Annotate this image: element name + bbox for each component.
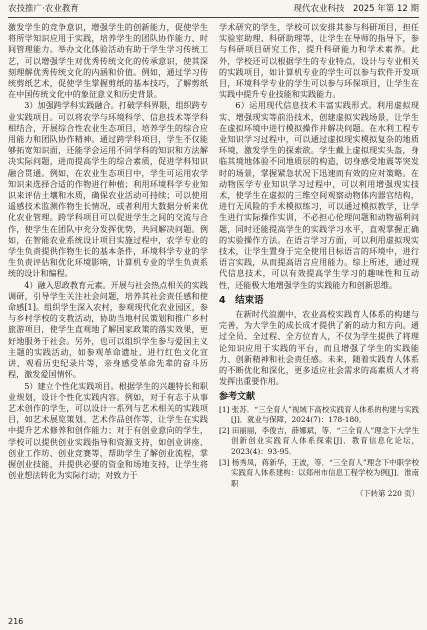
reference-item: [1] 张苏．“三全育人”视域下高校实践育人体系的构建与实践[J]．就业与保障，2024(7)：178-180． xyxy=(219,404,419,425)
continued-note: （下转第 220 页） xyxy=(355,489,419,499)
running-header xyxy=(8,3,419,18)
paragraph: 4）融入思政教育元素。开展与社会热点相关的实践调研，引导学生关注社会问题，培养其社会责任感和使命感[1]。组织学生深入农村，参观现代化农业园区，参与乡村学校的支教活动，协助当地村民策划和推广乡村旅游项目，使学生直观地了解国家政策的落实效果，更好地服务于社会。另外，也可以组织学生参与爱国主义主题的实践活动，如参观革命遗址、进行红色文化宣讲、观看历史纪录片等，亲身感受革命先辈的奋斗历程，激发爱国情怀。 xyxy=(8,279,208,380)
reference-list xyxy=(219,405,419,500)
header-journal-issue: 现代农业科技 2025 年第 12 期 xyxy=(293,4,419,14)
page-number: 216 xyxy=(8,617,24,626)
paragraph: 在新时代浪潮中，农业高校实践育人体系的构建与完善，为大学生的成长成才提供了新的动力和方向。通过全员、全过程、全方位育人，不仅为学生提供了将理论知识应用于实践的平台，而且增强了学生的实践能力、创新精神和社会责任感。未来，随着实践育人体系的不断优化和深化，更多适应社会需求的高素质人才将发挥出重要作用。 xyxy=(219,309,419,387)
paragraph: 6）运用现代信息技术丰富实践形式。利用虚拟现实、增强现实等前沿技术，创建虚拟实践场景，让学生在虚拟环境中进行模拟操作并解决问题。在水利工程专业知识学习过程中，可以通过虚拟现实模拟复杂的地质环境，激发学生的探索欲。学生戴上虚拟现实头盔，身临其境地体验不同地质层的构造，切身感受地震等突发时的场景，掌握紧急状况下迅速而有效的应对策略。在动物医学专业知识学习过程中，可以利用增强现实技术，使学生在虚拟的三维空间观察动物体内器官结构，进行无风险的手术模拟练习，可以通过模拟教学，让学生进行实际操作实训，不必担心伦理问题和动物福利问题，同时还能提高学生的实践学习水平，直观掌握正确的实验操作方法。在语言学习方面，可以利用虚拟现实技术，让学生置身于完全使用目标语言的环境中，进行语言实践，从而提高语言应用能力。综上所述，通过现代信息技术，可以有效提高学生学习的趣味性和互动性，还能极大地增强学生的实践能力和创新思维。 xyxy=(219,100,419,290)
reference-item: [2] 田丽丽，李俊吉，薛娜斌，等．“三全育人”理念下大学生创新创业实践育人体系探索[J]．教育信息化论坛，2023(4)：93-95． xyxy=(219,425,419,457)
header-section-title: 农技推广·农业教育 xyxy=(8,4,79,14)
paragraph: 激发学生的竞争意识，增强学生的创新能力，促使学生将所学知识应用于实践，培养学生的团队协作能力、时间管理能力。举办文化体验活动有助于学生学习传统工艺，可以增强学生对优秀传统文化的传承意识，使其深刻理解优秀传统文化的内涵和价值。例如，通过学习传统剪纸艺术，促使学生掌握剪纸的基本技巧，了解剪纸在中国传统文化中的象征意义和历史背景。 xyxy=(8,22,208,100)
paragraph: 学术研究的学生，学校可以安排其参与科研项目，担任实验室助理、科研助理等，让学生在导师的指导下，参与科研项目研究工作，提升科研能力和学术素养。此外，学校还可以根据学生的专业特点，设计与专业相关的实践项目，如计算机专业的学生可以参与软件开发项目，环境科学专业的学生可以参与环保项目，让学生在实践中提升专业技能和实践能力。 xyxy=(219,22,419,100)
right-column xyxy=(219,22,419,616)
reference-item: [3] 杨秀凤，蒋新华，王波，等．“三全育人”理念下中职学校实践育人体系建构：以郑州市信息工程学校为例[J]．淮南职 xyxy=(219,457,419,488)
section-heading-conclusion: 4 结束语 xyxy=(219,294,264,306)
paragraph: 5）建立个性化实践项目。根据学生的兴趣特长和职业规划，设计个性化实践内容。例如，对于有志于从事艺术创作的学生，可以设计一系列与艺术相关的实践项目，如艺术展览策划、艺术作品创作等，让学生在实践中提升艺术修养和创作能力；对于有创业意向的学生，学校可以提供创业实践指导和资源支持，如创业讲座、创业工作坊、创业竞赛等，帮助学生了解创业流程，掌握创业技能，并提供必要的资金和场地支持，让学生将创业想法转化为实际行动；对致力于 xyxy=(8,380,208,481)
left-column xyxy=(8,22,208,610)
paragraph: 3）加强跨学科实践融合。打破学科界限，组织跨专业实践项目。可以将农学与环境科学、信息技术等学科相结合，开展综合性农业生态项目，培养学生的综合应用能力和团队协作精神。通过跨学科项目，学生不仅能够拓宽知识面，还能学会运用不同学科的知识和方法解决实际问题，进而提高学生的综合素质，促进学科知识融合贯通。例如，在农业生态项目中，学生可运用农学知识来选择合适的作物进行种植；利用环境科学专业知识来评估土壤和水质，确保农业活动可持续；可以使用遥感技术监测作物生长情况，或者利用大数据分析来优化农业管理。跨学科项目可以促进学生之间的交流与合作，使学生在团队中充分发挥优势，共同解决问题。例如，在智能农业系统设计项目实施过程中，农学专业的学生负责提供作物生长的基本条件，环境科学专业的学生负责评估和优化环境影响，计算机专业的学生负责系统的设计和编程。 xyxy=(8,100,208,279)
references-heading: 参考文献 xyxy=(219,391,256,402)
